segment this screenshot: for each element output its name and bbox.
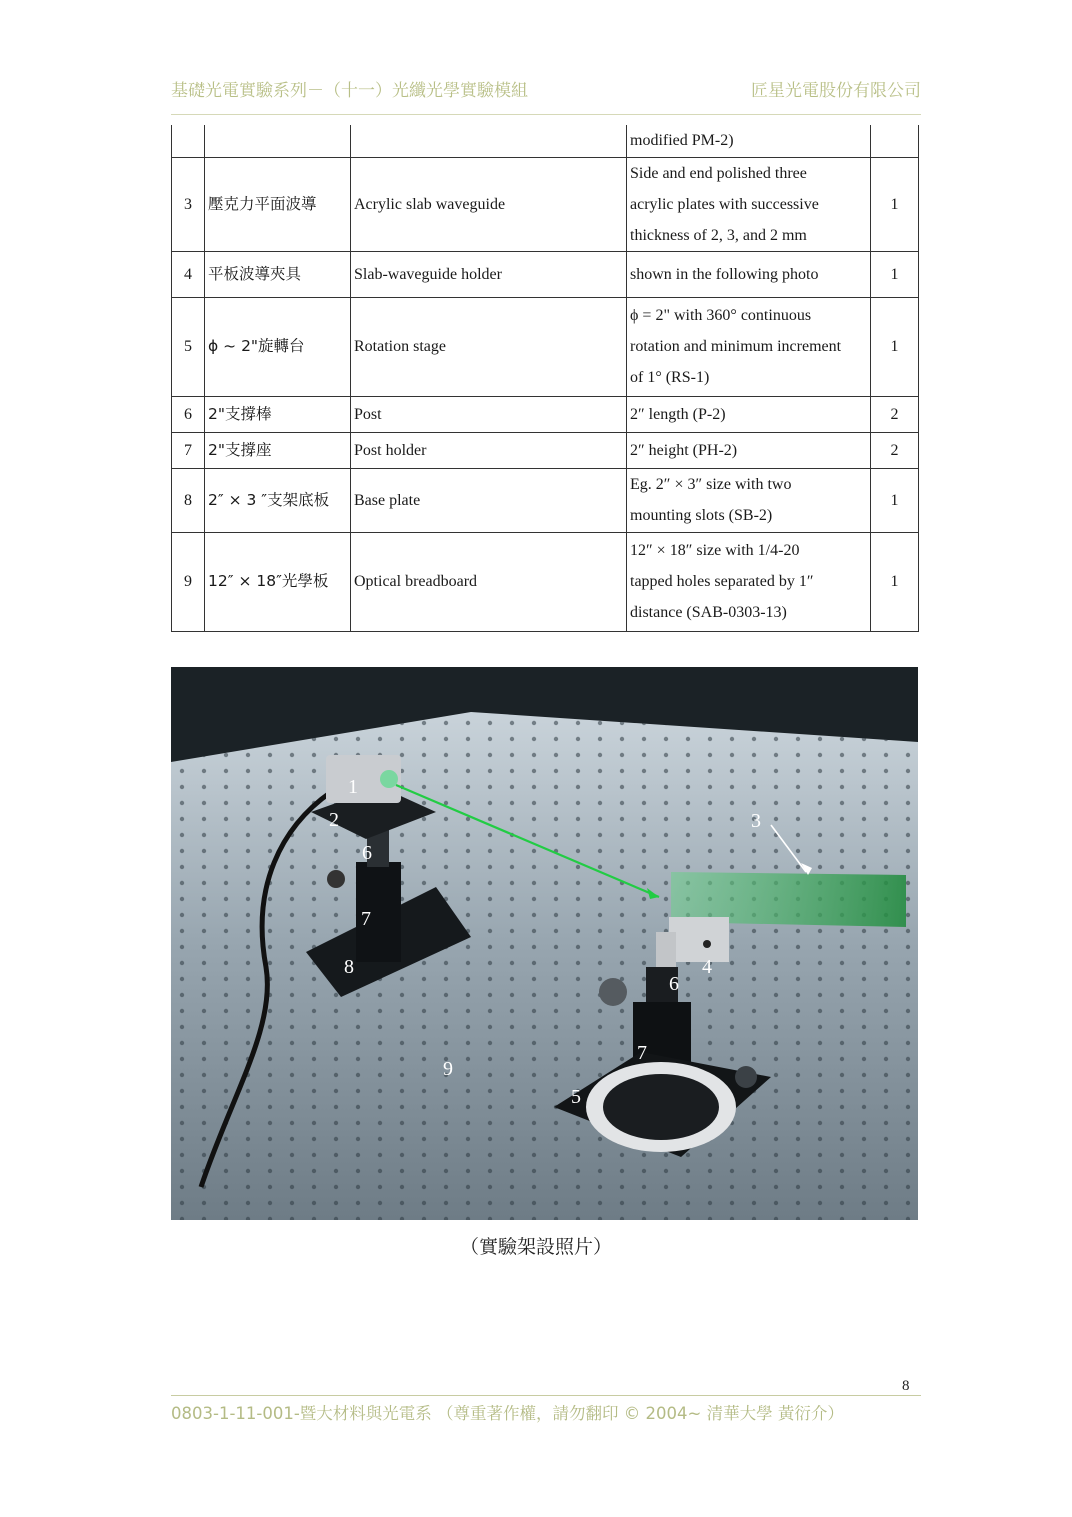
table-cell-cn: 2"支撐座 (205, 432, 351, 468)
header-company: 匠星光電股份有限公司 (751, 81, 921, 101)
table-cell-cn: 2"支撐棒 (205, 396, 351, 432)
holder-arm (656, 932, 676, 972)
header-divider (171, 114, 921, 115)
spec-line: rotation and minimum increment (630, 338, 842, 355)
photo-label: 8 (344, 956, 354, 978)
table-cell-no: 3 (172, 157, 205, 251)
table-cell-cn: ϕ ~ 2"旋轉台 (205, 297, 351, 396)
spec-line: 12″ × 18″ size with 1/4-20 (630, 542, 800, 559)
table-cell-en: Optical breadboard (351, 532, 627, 631)
spec-line: distance (SAB-0303-13) (630, 604, 787, 621)
table-cell-en: Rotation stage (351, 297, 627, 396)
photo-label: 4 (702, 956, 712, 978)
spec-line: of 1° (RS-1) (630, 369, 710, 386)
table-cell-qty: 1 (871, 251, 919, 297)
spec-line: ϕ = 2" with 360° continuous (630, 307, 812, 324)
table-cell-en (351, 125, 627, 157)
table-cell-qty (871, 125, 919, 157)
thumbscrew-right (599, 978, 627, 1006)
spec-line: thickness of 2, 3, and 2 mm (630, 226, 807, 244)
breadboard-holes (171, 712, 918, 1220)
table-cell-spec (627, 297, 871, 396)
page-number: 8 (902, 1378, 910, 1394)
setup-photo (171, 667, 918, 1220)
table-cell-qty: 1 (871, 297, 919, 396)
photo-caption: （實驗架設照片） (459, 1236, 612, 1258)
table-row (172, 396, 919, 432)
table-cell-en: Acrylic slab waveguide (351, 157, 627, 251)
photo-label: 6 (362, 842, 372, 864)
table-cell-no: 5 (172, 297, 205, 396)
photo-label: 9 (443, 1058, 453, 1080)
spec-line: mounting slots (SB-2) (630, 507, 773, 524)
holder-screw (703, 940, 711, 948)
table-cell-en: Slab-waveguide holder (351, 251, 627, 297)
table-cell-spec (627, 396, 871, 432)
spec-line: tapped holes separated by 1″ (630, 573, 814, 590)
thumbscrew-left (327, 870, 345, 888)
table-row (172, 532, 919, 631)
table-cell-cn: 2″ × 3 ″支架底板 (205, 468, 351, 532)
table-cell-en: Post holder (351, 432, 627, 468)
spec-line: shown in the following photo (630, 265, 819, 283)
table-cell-spec: modified PM-2) (627, 125, 871, 157)
photo-label: 5 (571, 1086, 581, 1108)
table-cell-spec (627, 157, 871, 251)
table-cell-spec (627, 432, 871, 468)
page-header (171, 72, 921, 104)
table-row (172, 432, 919, 468)
photo-label: 1 (348, 776, 358, 798)
table-cell-no: 6 (172, 396, 205, 432)
table-cell-spec (627, 251, 871, 297)
table-cell-no: 9 (172, 532, 205, 631)
table-cell-spec (627, 532, 871, 631)
table-cell-spec (627, 468, 871, 532)
spec-line: 2″ height (PH-2) (630, 441, 738, 459)
photo-label: 6 (669, 973, 679, 995)
parts-table (171, 125, 919, 632)
table-cell-no: 7 (172, 432, 205, 468)
table-row (172, 468, 919, 532)
table-cell-qty: 2 (871, 432, 919, 468)
photo-label: 7 (637, 1042, 647, 1064)
laser-aperture (380, 770, 398, 788)
table-row (172, 157, 919, 251)
table-cell-cn: 12″ × 18″光學板 (205, 532, 351, 631)
table-cell-no: 4 (172, 251, 205, 297)
footer-divider (171, 1395, 921, 1396)
photo-label: 7 (361, 908, 371, 930)
setup-photo-illustration (171, 667, 918, 1220)
table-cell-qty: 1 (871, 468, 919, 532)
table-cell-cn (205, 125, 351, 157)
table-row (172, 251, 919, 297)
spec-line: 2″ length (P-2) (630, 405, 726, 423)
rotation-stage-center (603, 1074, 719, 1140)
stage-lock-knob (735, 1066, 757, 1088)
table-row (172, 125, 919, 157)
table-cell-qty: 2 (871, 396, 919, 432)
table-cell-en: Post (351, 396, 627, 432)
photo-label: 2 (329, 809, 339, 831)
table-cell-en: Base plate (351, 468, 627, 532)
spec-line: acrylic plates with successive (630, 195, 819, 213)
table-cell-cn: 平板波導夾具 (205, 251, 351, 297)
spec-line: Eg. 2″ × 3″ size with two (630, 476, 792, 493)
table-cell-qty: 1 (871, 157, 919, 251)
slab-holder-4 (669, 917, 729, 962)
photo-label: 3 (751, 810, 761, 832)
table-cell-qty: 1 (871, 532, 919, 631)
table-row (172, 297, 919, 396)
spec-line: Side and end polished three (630, 164, 807, 182)
table-cell-cn: 壓克力平面波導 (205, 157, 351, 251)
header-series-title: 基礎光電實驗系列－（十一）光纖光學實驗模組 (171, 81, 528, 101)
table-cell-no: 8 (172, 468, 205, 532)
page-footer: 0803-1-11-001-暨大材料與光電系 （尊重著作權，請勿翻印 © 2004~ 清華大學 黃衍介） (171, 1404, 844, 1423)
table-cell-no (172, 125, 205, 157)
